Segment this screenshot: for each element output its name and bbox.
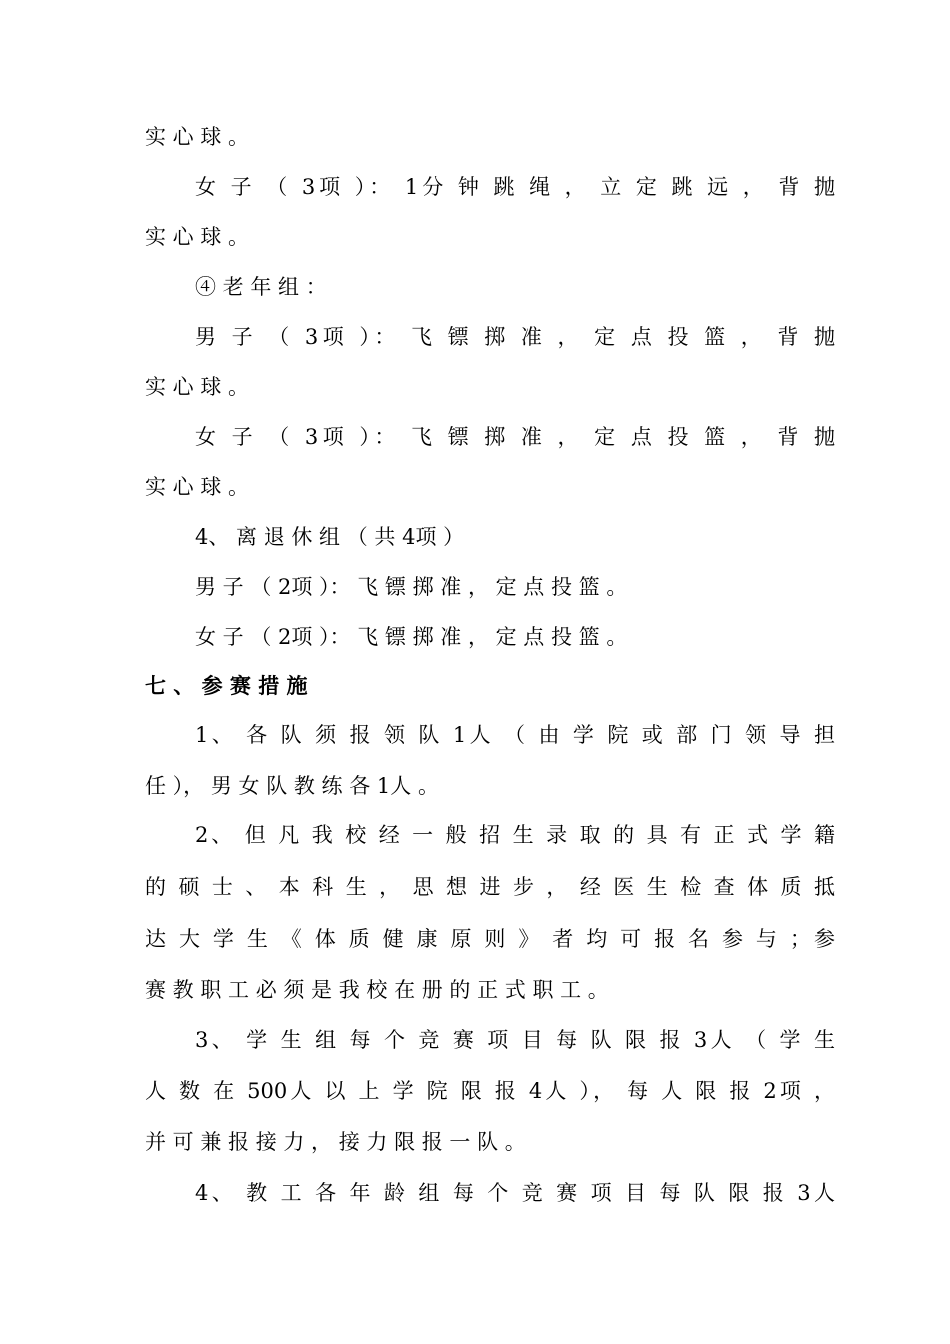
text-line: 4、 离 退 休 组 （ 共 4项 ） <box>195 525 465 549</box>
text-line: 男 子 （ 3项 ）： 飞 镖 掷 准 ， 定 点 投 篮 ， 背 抛 <box>195 325 835 349</box>
text-line: 男 子 （ 2项 ）： 飞 镖 掷 准 ， 定 点 投 篮 。 <box>195 575 628 599</box>
text-line: 2、 但 凡 我 校 经 一 般 招 生 录 取 的 具 有 正 式 学 籍 <box>195 823 835 847</box>
text-line: 实 心 球 。 <box>145 225 250 249</box>
text-line: 任 ）， 男 女 队 教 练 各 1人 。 <box>145 774 439 798</box>
text-line: 女 子 （ 3项 ）： 1分 钟 跳 绳 ， 立 定 跳 远 ， 背 抛 <box>195 175 835 199</box>
text-line: 实 心 球 。 <box>145 125 250 149</box>
text-line: ④ 老 年 组 ： <box>195 275 327 299</box>
text-line: 实 心 球 。 <box>145 375 250 399</box>
text-line: 人 数 在 500人 以 上 学 院 限 报 4人 ）， 每 人 限 报 2项 ， <box>145 1079 835 1103</box>
text-line: 女 子 （ 2项 ）： 飞 镖 掷 准 ， 定 点 投 篮 。 <box>195 625 628 649</box>
text-line: 赛 教 职 工 必 须 是 我 校 在 册 的 正 式 职 工 。 <box>145 978 609 1002</box>
text-line: 并 可 兼 报 接 力 ， 接 力 限 报 一 队 。 <box>145 1130 526 1154</box>
text-line: 女 子 （ 3项 ）： 飞 镖 掷 准 ， 定 点 投 篮 ， 背 抛 <box>195 425 835 449</box>
text-line: 的 硕 士 、 本 科 生 ， 思 想 进 步 ， 经 医 生 检 查 体 质 抵 <box>145 875 835 899</box>
text-line: 1、 各 队 须 报 领 队 1人 （ 由 学 院 或 部 门 领 导 担 <box>195 723 835 747</box>
text-line: 实 心 球 。 <box>145 475 250 499</box>
text-line: 3、 学 生 组 每 个 竞 赛 项 目 每 队 限 报 3人 （ 学 生 <box>195 1028 835 1052</box>
text-line: 4、 教 工 各 年 龄 组 每 个 竞 赛 项 目 每 队 限 报 3人 <box>195 1181 835 1205</box>
text-line: 达 大 学 生 《 体 质 健 康 原 则 》 者 均 可 报 名 参 与 ；参 <box>145 927 835 951</box>
section-heading: 七 、 参 赛 措 施 <box>145 674 308 698</box>
